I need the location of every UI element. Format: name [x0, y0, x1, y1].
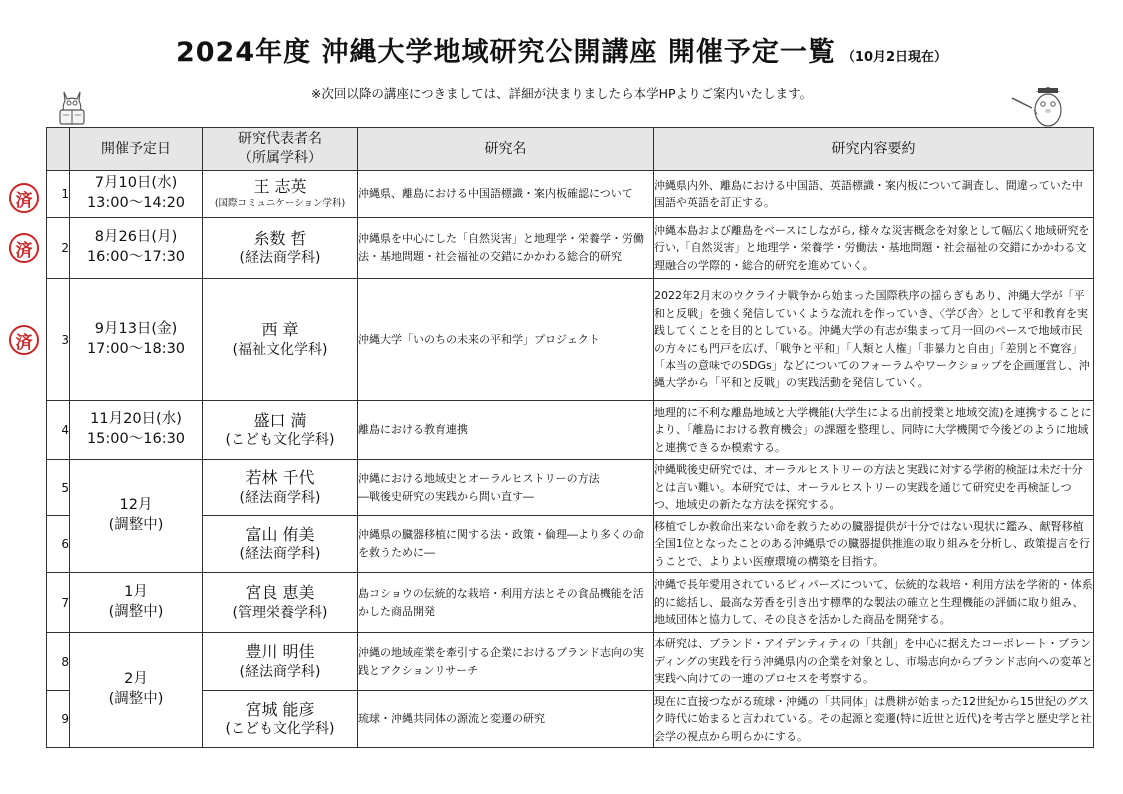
- header-rep-line2: （所属学科）: [238, 150, 322, 166]
- table-row: [47, 691, 1094, 748]
- research-title: 離島における教育連携: [358, 401, 654, 460]
- rep-cell: [203, 573, 358, 633]
- month-label: 2月: [124, 671, 148, 688]
- rep-name: 宮城 能彦: [245, 699, 315, 719]
- table-row: [47, 573, 1094, 633]
- title-text: 2024年度 沖縄大学地域研究公開講座 開催予定一覧: [175, 37, 836, 68]
- rep-cell: [203, 691, 358, 748]
- research-title: 沖縄の地域産業を牽引する企業におけるブランド志向の実践とアクションリサーチ: [358, 633, 654, 691]
- research-summary: 移植でしか救命出来ない命を救うための臓器提供が十分ではない現状に鑑み、献腎移植全国1位となったことのある沖縄県での臓器提供推進の取り組みを分析し、政策提言を行うことで、よりよい医療環境の構築を目指す。: [654, 516, 1094, 573]
- research-title: 沖縄における地域史とオーラルヒストリーの方法 ―戦後史研究の実践から問い直す―: [358, 460, 654, 516]
- rep-dept: (経法商学科): [239, 546, 321, 563]
- mascot-reading-icon: [52, 86, 92, 126]
- rep-dept: (経法商学科): [239, 489, 321, 506]
- time-line: 16:00～17:30: [86, 249, 186, 265]
- rep-cell: [203, 460, 358, 516]
- time-line: 17:00～18:30: [86, 340, 186, 357]
- date-line: 11月20日(水): [90, 411, 182, 428]
- rep-cell: [203, 633, 358, 691]
- schedule-table: [46, 127, 1094, 748]
- rep-cell: [203, 516, 358, 573]
- research-summary: 地理的に不利な離島地域と大学機能(大学生による出前授業と地域交流)を連携することにより、「離島における教育機会」の課題を整理し、同時に大学機関で今後どのように地域と連携できるか模索する。: [654, 401, 1094, 460]
- rep-dept: (こども文化学科): [225, 432, 335, 449]
- research-summary: 沖縄戦後史研究では、オーラルヒストリーの方法と実践に対する学術的検証は未だ十分とは言い難い。本研究では、オーラルヒストリーの実践を通じて研究史を再検証しつつ、地域史の新たな方法を探究する。: [654, 460, 1094, 516]
- date-cell: [70, 401, 203, 460]
- row-number: 4: [47, 401, 70, 460]
- rep-name: 糸数 哲: [253, 228, 307, 248]
- research-title: 琉球・沖縄共同体の源流と変遷の研究: [358, 691, 654, 748]
- table-row: [47, 279, 1094, 401]
- time-line: 13:00～14:20: [86, 195, 186, 211]
- header-date: 開催予定日: [70, 128, 203, 171]
- date-cell-february: [70, 633, 203, 748]
- research-summary: 本研究は、ブランド・アイデンティティの「共創」を中心に据えたコーポレート・ブランディングの実践を行う沖縄県内の企業を対象とし、市場志向からブランド志向への変革と実践へ向けての一連のプロセスを考察する。: [654, 633, 1094, 691]
- rep-dept: (管理栄養学科): [232, 604, 328, 621]
- research-title: 沖縄県を中心にした「自然災害」と地理学・栄養学・労働法・基地問題・社会福祉の交錯にかかわる総合的研究: [358, 218, 654, 279]
- rep-name: 王 志英: [253, 177, 307, 197]
- header-summary: 研究内容要約: [654, 128, 1094, 171]
- table-row: [47, 633, 1094, 691]
- rep-dept: (国際コミュニケーション学科): [214, 198, 346, 210]
- header-title: 研究名: [358, 128, 654, 171]
- table-row: [47, 460, 1094, 516]
- date-line: 8月26日(月): [94, 229, 178, 246]
- table-row: [47, 401, 1094, 460]
- completed-stamp-icon: 済: [9, 325, 39, 355]
- rep-dept: (福祉文化学科): [232, 341, 328, 358]
- date-cell-january: [70, 573, 203, 633]
- date-line: 7月10日(水): [94, 175, 178, 192]
- research-title: 沖縄大学「いのちの未来の平和学」プロジェクト: [358, 279, 654, 401]
- rep-name: 西 章: [261, 320, 299, 339]
- rep-dept: (経法商学科): [239, 663, 321, 680]
- time-line: 15:00～16:30: [86, 431, 186, 447]
- date-cell: [70, 279, 203, 401]
- completed-stamp-icon: 済: [9, 183, 39, 213]
- research-summary: 2022年2月末のウクライナ戦争から始まった国際秩序の揺らぎもあり、沖縄大学が「平和と反戦」を強く発信していくような流れを作っていき、〈学び舎〉として平和教育を実践してくことを目的としている。沖縄大学の有志が集まって月一回のペースで地域市民の方々にも門戸を広げ、「戦争と平和」「人類と人権」「非暴力と自由」「差別と不寛容」「本当の意味でのSDGs」などについてのフォーラムやワークショップを企画運営し、沖縄大学から「平和と反戦」の実践活動を発信していく。: [654, 279, 1094, 401]
- header-rep: [203, 128, 358, 171]
- rep-dept: (経法商学科): [239, 250, 321, 267]
- as-of-date: （10月2日現在）: [841, 50, 948, 65]
- research-summary: 沖縄本島および離島をベースにしながら, 様々な災害概念を対象として幅広く地域研究を行い,「自然災害」と地理学・栄養学・労働法・基地問題・社会福祉の交錯にかかわる文理融合の学際的・総合的研究を進めていく。: [654, 218, 1094, 279]
- table-header-row: [47, 128, 1094, 171]
- page-title: [0, 30, 1123, 69]
- research-summary: 現在に直接つながる琉球・沖縄の「共同体」は農耕が始まった12世紀から15世紀のグスク時代に始まると言われている。その起源と変遷(特に近世と近代)を考古学と歴史学と社会学の視点から明らかにする。: [654, 691, 1094, 748]
- header-rep-line1: 研究代表者名: [238, 131, 322, 148]
- rep-cell: [203, 279, 358, 401]
- date-cell: [70, 171, 203, 218]
- rep-name: 豊川 明佳: [245, 642, 315, 661]
- table-row: [47, 218, 1094, 279]
- completed-stamp-icon: 済: [9, 233, 39, 263]
- row-number: 9: [47, 691, 70, 748]
- research-title: 沖縄県の臓器移植に関する法・政策・倫理―より多くの命を救うために―: [358, 516, 654, 573]
- rep-cell: [203, 401, 358, 460]
- row-number: 5: [47, 460, 70, 516]
- month-label: 1月: [124, 583, 148, 600]
- rep-cell: [203, 171, 358, 218]
- row-number: 7: [47, 573, 70, 633]
- date-cell-december: [70, 460, 203, 573]
- rep-cell: [203, 218, 358, 279]
- month-label: 12月: [119, 497, 153, 514]
- status-label: (調整中): [108, 691, 164, 707]
- table-row: [47, 171, 1094, 218]
- row-number: 8: [47, 633, 70, 691]
- row-number: 6: [47, 516, 70, 573]
- research-summary: 沖縄で長年愛用されているピィパーズについて、伝統的な栽培・利用方法を学術的・体系的に総括し、最高な芳香を引き出す標準的な製法の確立と生理機能の評価に取り組み、地域団体と協力して、その良さを活かした商品を開発する。: [654, 573, 1094, 633]
- row-number: 3: [47, 279, 70, 401]
- row-number: 1: [47, 171, 70, 218]
- mascot-professor-icon: [1010, 84, 1066, 130]
- research-summary: 沖縄県内外、離島における中国語、英語標識・案内板について調査し、間違っていた中国語や英語を訂正する。: [654, 171, 1094, 218]
- date-line: 9月13日(金): [94, 320, 178, 337]
- header-num: [47, 128, 70, 171]
- rep-name: 宮良 恵美: [245, 583, 315, 602]
- rep-dept: (こども文化学科): [225, 721, 335, 738]
- row-number: 2: [47, 218, 70, 279]
- rep-name: 若林 千代: [245, 468, 315, 487]
- rep-name: 富山 侑美: [245, 524, 315, 544]
- status-label: (調整中): [108, 517, 164, 533]
- notice-text: ※次回以降の講座につきましては、詳細が決まりましたら本学HPよりご案内いたします。: [310, 86, 813, 101]
- status-label: (調整中): [108, 603, 164, 620]
- research-title: 沖縄県、離島における中国語標識・案内板確認について: [358, 171, 654, 218]
- research-title: 島コショウの伝統的な栽培・利用方法とその食品機能を活かした商品開発: [358, 573, 654, 633]
- table-row: [47, 516, 1094, 573]
- rep-name: 盛口 満: [253, 410, 307, 430]
- date-cell: [70, 218, 203, 279]
